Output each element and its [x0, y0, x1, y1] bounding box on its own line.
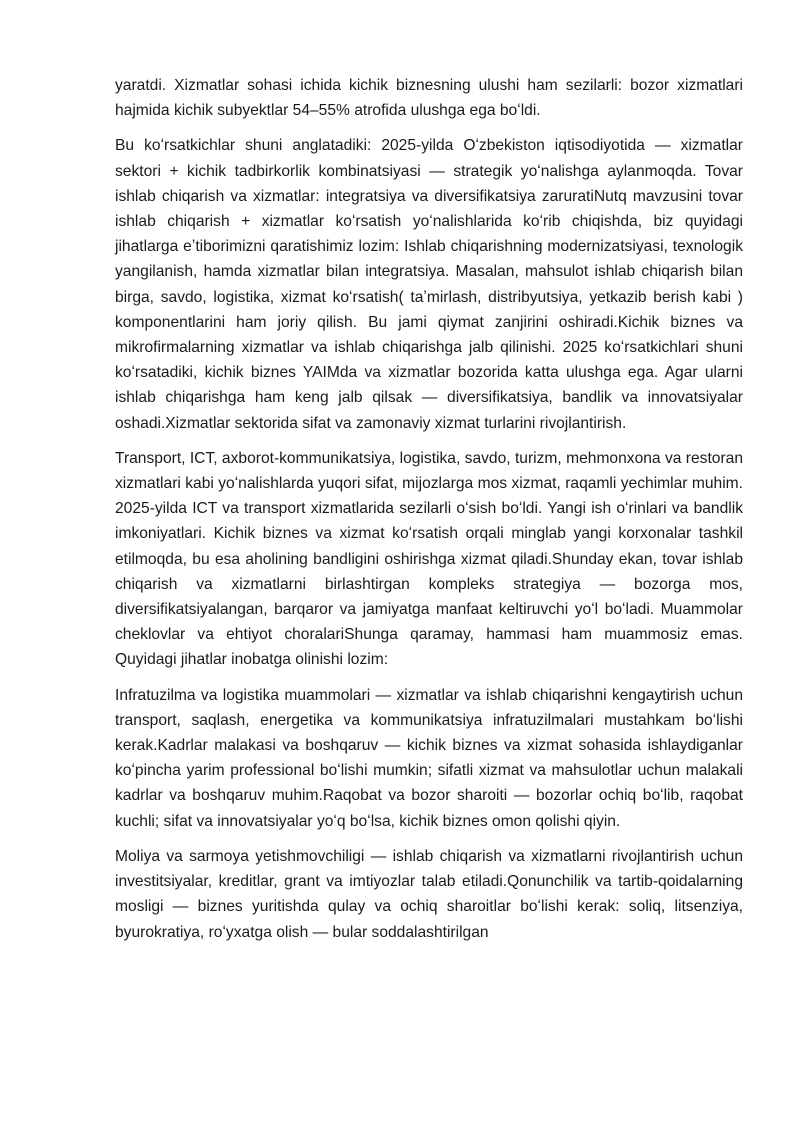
paragraph-3: Transport, ICT, axborot-kommunikatsiya, logistika, savdo, turizm, mehmonxona va restoran xizmatlari kabi yoʻnalishlarda yuqori sifat, mijozlarga mos xizmat, raqamli yechimlar muhim. 2025-yilda ICT va transport xizmatlarida sezilarli oʻsish boʻldi. Yangi ish oʻrinlari va bandlik imkoniyatlari. Kichik biznes va xizmat koʻrsatish orqali minglab yangi korxonalar tashkil etilmoqda, bu esa aholining bandligini oshirishga xizmat qiladi.Shunday ekan, tovar ishlab chiqarish va xizmatlarni birlashtirgan kompleks strategiya — bozorga mos, diversifikatsiyalangan, barqaror va jamiyatga manfaat keltiruvchi yoʻl boʻladi. Muammolar cheklovlar va ehtiyot choralariShunga qaramay, hammasi ham muammosiz emas. Quyidagi jihatlar inobatga olinishi lozim:: [115, 449, 743, 669]
document-page: [115, 73, 743, 955]
paragraph-2: Bu koʻrsatkichlar shuni anglatadiki: 2025-yilda Oʻzbekiston iqtisodiyotida — xizmatlar sektori + kichik tadbirkorlik kombinatsiyasi — strategik yoʻnalishga aylanmoqda. Tovar ishlab chiqarish va xizmatlar: integratsiya va diversifikatsiya zaruratiNutq mavzusini tovar ishlab chiqarish + xizmatlar koʻrsatish yoʻnalishlarida koʻrib chiqishda, biz quyidagi jihatlarga eʼtiborimizni qaratishimiz lozim: Ishlab chiqarishning modernizatsiyasi, texnologik yangilanish, hamda xizmatlar bilan integratsiya. Masalan, mahsulot ishlab chiqarish bilan birga, savdo, logistika, xizmat koʻrsatish( taʼmirlash, distribyutsiya, yetkazib berish kabi ) komponentlarini ham joriy qilish. Bu jami qiymat zanjirini oshiradi.Kichik biznes va mikrofirmalarning xizmatlar va ishlab chiqarishga jalb qilinishi. 2025 koʻrsatkichlari shuni koʻrsatadiki, kichik biznes YAIMda va xizmatlar bozorida katta ulushga ega. Agar ularni ishlab chiqarishga ham keng jalb qilsak — diversifikatsiya, bandlik va innovatsiyalar oshadi.Xizmatlar sektorida sifat va zamonaviy xizmat turlarini rivojlantirish.: [115, 137, 743, 432]
paragraph-4: Infratuzilma va logistika muammolari — xizmatlar va ishlab chiqarishni kengaytirish uchun transport, saqlash, energetika va kommunikatsiya infratuzilmalari mustahkam boʻlishi kerak.Kadrlar malakasi va boshqaruv — kichik biznes va xizmat sohasida ishlaydiganlar koʻpincha yarim professional boʻlishi mumkin; sifatli xizmat va mahsulotlar uchun malakali kadrlar va boshqaruv muhim.Raqobat va bozor sharoiti — bozorlar ochiq boʻlib, raqobat kuchli; sifat va innovatsiyalar yoʻq boʻlsa, kichik biznes omon qolishi qiyin.: [115, 686, 743, 830]
paragraph-5: Moliya va sarmoya yetishmovchiligi — ishlab chiqarish va xizmatlarni rivojlantirish uchun investitsiyalar, kreditlar, grant va imtiyozlar talab etiladi.Qonunchilik va tartib-qoidalarning mosligi — biznes yuritishda qulay va ochiq sharoitlar boʻlishi kerak: soliq, litsenziya, byurokratiya, roʻyxatga olish — bular soddalashtirilgan: [115, 847, 743, 941]
paragraph-1: yaratdi. Xizmatlar sohasi ichida kichik biznesning ulushi ham sezilarli: bozor xizmatlari hajmida kichik subyektlar 54–55% atrofida ulushga ega boʻldi.: [115, 77, 743, 120]
